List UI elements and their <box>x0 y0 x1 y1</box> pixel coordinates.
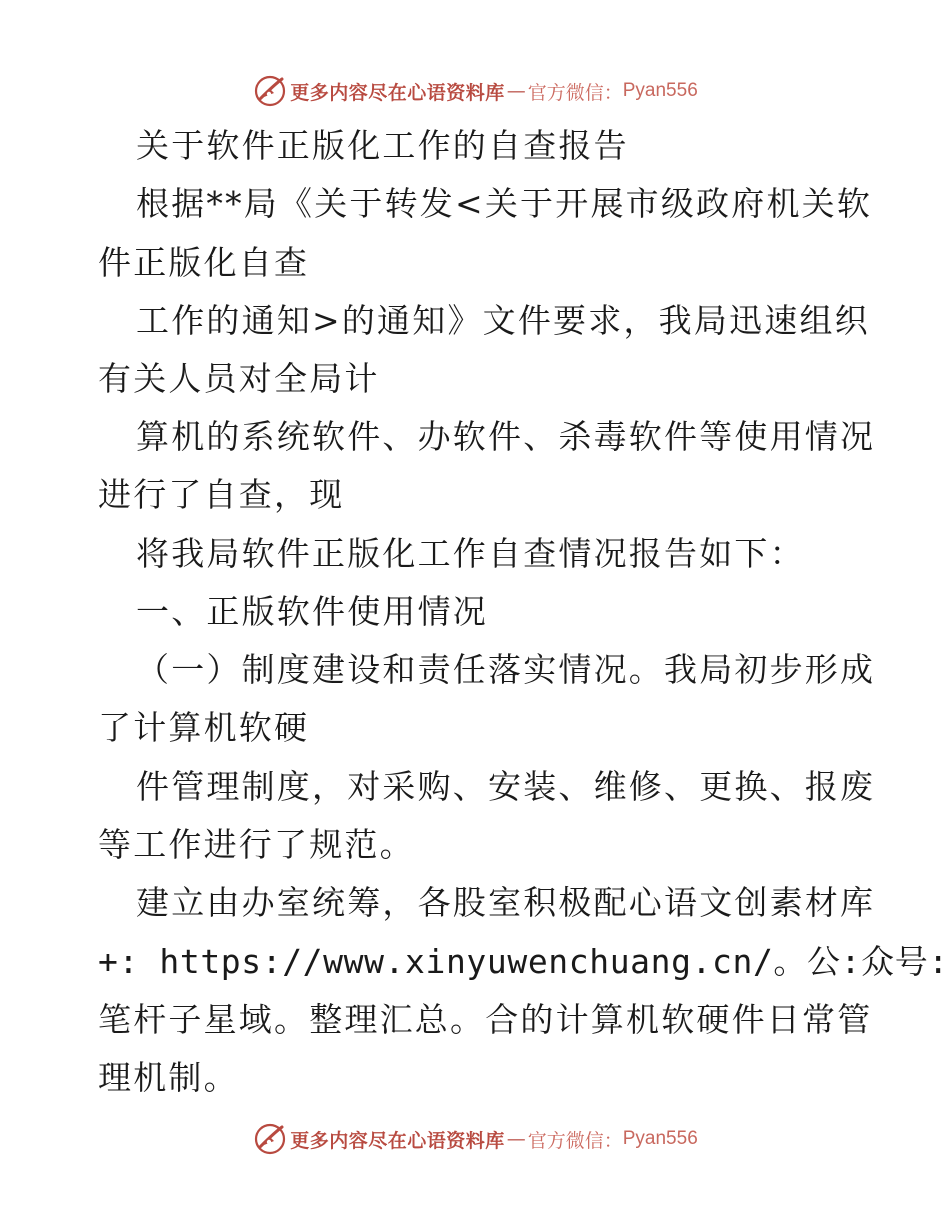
document-line: 件管理制度，对采购、安装、维修、更换、报废 <box>136 767 876 806</box>
footer-official-label: 官方微信： <box>527 1129 623 1152</box>
document-line: 将我局软件正版化工作自查情况报告如下： <box>136 534 805 573</box>
footer-dash: — <box>506 1128 526 1150</box>
section-heading: 一、正版软件使用情况 <box>136 592 488 631</box>
header-brand-text: 更多内容尽在心语资料库 <box>290 81 505 104</box>
document-line: （一）制度建设和责任落实情况。我局初步形成 <box>136 650 876 689</box>
document-line: 笔杆子星域。整理汇总。合的计算机软硬件日常管 <box>98 1000 873 1039</box>
footer-watermark-banner <box>0 1119 950 1159</box>
document-line: 理机制。 <box>98 1058 239 1097</box>
document-line: 根据**局《关于转发<关于开展市级政府机关软 <box>136 184 873 223</box>
footer-wechat-id: Pyan556 <box>622 1128 698 1149</box>
header-official-label: 官方微信： <box>527 81 623 104</box>
header-dash: — <box>506 80 526 102</box>
document-line: 了计算机软硬 <box>98 708 310 747</box>
pen-logo-icon <box>252 73 288 109</box>
document-line: 建立由办室统筹，各股室积极配心语文创素材库 <box>136 883 876 922</box>
header-watermark-banner <box>0 71 950 111</box>
pen-logo-icon <box>252 1121 288 1157</box>
document-url-line: +: https://www.xinyuwenchuang.cn/。公:众号: <box>98 942 949 981</box>
document-line: 等工作进行了规范。 <box>98 825 415 864</box>
document-line: 件正版化自查 <box>98 243 310 282</box>
document-title: 关于软件正版化工作的自查报告 <box>136 126 629 165</box>
document-line: 算机的系统软件、办软件、杀毒软件等使用情况 <box>136 417 876 456</box>
footer-brand-text: 更多内容尽在心语资料库 <box>290 1129 505 1152</box>
document-line: 有关人员对全局计 <box>98 359 380 398</box>
document-line: 进行了自查，现 <box>98 475 345 514</box>
document-line: 工作的通知>的通知》文件要求，我局迅速组织 <box>136 301 870 340</box>
header-wechat-id: Pyan556 <box>622 80 698 101</box>
